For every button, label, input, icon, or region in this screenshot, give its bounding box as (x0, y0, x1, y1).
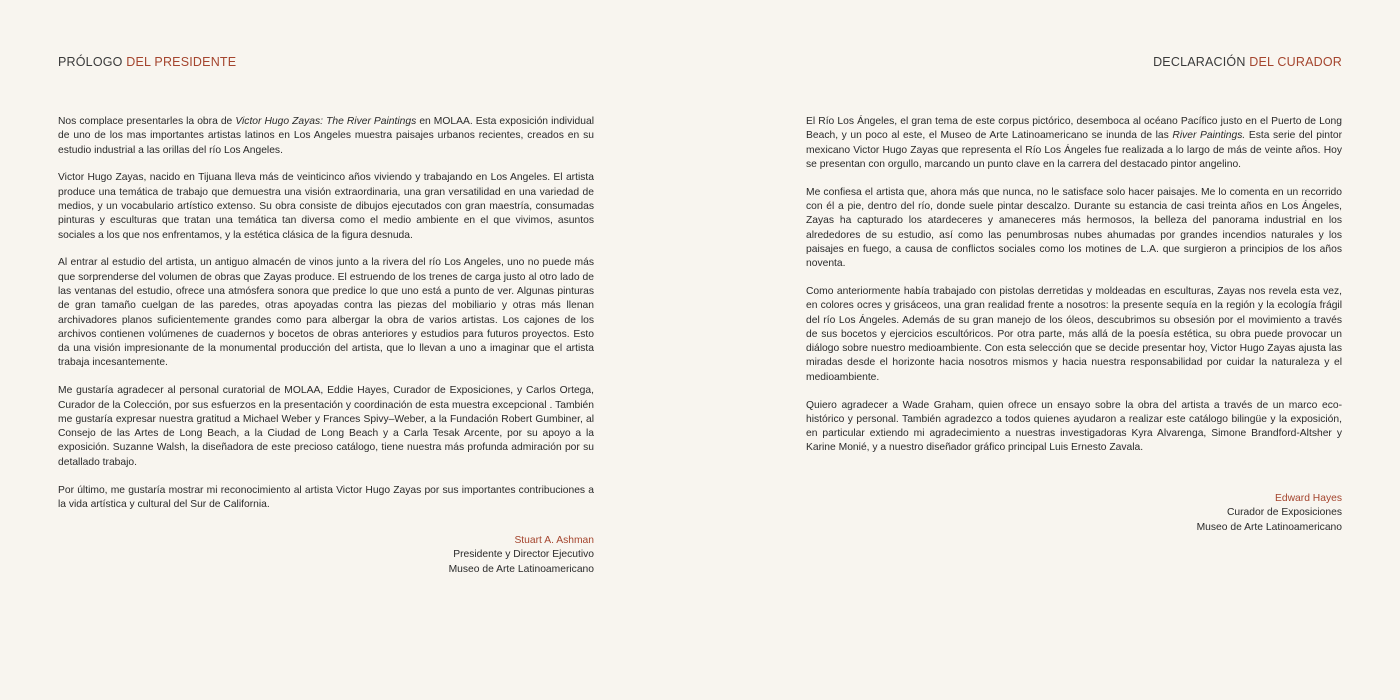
paragraph: Al entrar al estudio del artista, un antiguo almacén de vinos junto a la rivera del río Los Angeles, uno no puede más que sorprenderse del volumen de obras que Zayas produce. El estruendo de los trenes de carga justo al otro lado de las ventanas del estudio, ofrece una atmósfera sonora que predice lo que uno está a punto de ver. Algunas pinturas de gran tamaño cuelgan de las paredes, otras apoyadas contra las piezas del mobiliario y otras más llenan archivadores planos suficientemente grandes como para albergar la obra de varios artistas. Los cajones de los archivos contienen volúmenes de cuadernos y bocetos de obras anteriores y estudios para futuros proyectos. Esto da una visión impresionante de la monumental producción del artista, que lo llevan a uno a imaginar que el artista trabaja incesantemente. (58, 257, 594, 369)
left-body (58, 115, 594, 526)
right-page-heading (1153, 55, 1342, 69)
signature-title: Presidente y Director Ejecutivo (453, 549, 594, 561)
heading-accent: DEL PRESIDENTE (126, 55, 237, 69)
heading-main: PRÓLOGO (58, 55, 123, 69)
paragraph: El Río Los Ángeles, el gran tema de este corpus pictórico, desemboca al océano Pacífico justo en el Puerto de Long Beach, y un poco al este, el Museo de Arte Latinoamericano se inunda de las River Paintings. Esta serie del pintor mexicano Victor Hugo Zayas que representa el Río Los Ángeles fue realizada a lo largo de más de veinte años. Hoy se presentan con orgullo, marcando un punto clave en la carrera del destacado pintor angelino. (806, 116, 1343, 170)
paragraph: Por último, me gustaría mostrar mi reconocimiento al artista Victor Hugo Zayas por sus importantes contribuciones a la vida artística y cultural del Sur de California. (58, 484, 594, 510)
right-page (806, 0, 1342, 700)
left-page (58, 0, 594, 700)
paragraph: Como anteriormente había trabajado con pistolas derretidas y moldeadas en esculturas, Zayas nos revela esta vez, en colores ocres y grisáceos, una gran realidad frente a nosotros: la presente sequía en la región y la ecología frágil del río Los Ángeles. Además de su gran manejo de los óleos, descubrimos su obsesión por el movimiento a través de sus bocetos y ejercicios escultóricos. Por otra parte, más allá de la poesía estética, su obra puede provocar un diálogo sobre nuestro medioambiente. Con esta selección que se decide presentar hoy, Victor Hugo Zayas ajusta las miradas desde el horizonte hacia nosotros mismos y hacia nuestra responsabilidad por cuidar la naturaleza y el medioambiente. (806, 285, 1342, 383)
artwork-title: Victor Hugo Zayas: The River Paintings (235, 116, 417, 127)
right-signature (1197, 492, 1342, 535)
series-title: River Paintings. (1172, 130, 1246, 142)
right-body (806, 115, 1342, 469)
heading-main: DECLARACIÓN (1153, 55, 1246, 69)
paragraph: Nos complace presentarles la obra de Victor Hugo Zayas: The River Paintings en MOLAA. Esta exposición individual de uno de los mas importantes artistas latinos en Los Angeles muestra paisajes urbanos recientes, creados en su estudio industrial a las orillas del río Los Angeles. (58, 116, 594, 156)
left-signature (449, 534, 594, 577)
paragraph: Me gustaría agradecer al personal curatorial de MOLAA, Eddie Hayes, Curador de Exposiciones, y Carlos Ortega, Curador de la Colección, por sus esfuerzos en la presentación y coordinación de esta muestra excepcional . También me gustaría expresar nuestra gratitud a Michael Weber y Frances Spivy–Weber, a la Fundación Robert Gumbiner, al Consejo de las Artes de Long Beach, a la Ciudad de Long Beach y a Carla Tesak Arcente, por su apoyo a la exposición. Suzanne Walsh, la diseñadora de este precioso catálogo, tiene nuestra más profunda admiración por su detallado trabajo. (58, 385, 594, 468)
paragraph: Me confiesa el artista que, ahora más que nunca, no le satisface solo hacer paisajes. Me lo comenta en un recorrido con él a pie, dentro del río, donde suele pintar descalzo. Durante su estancia de casi treinta años en Los Ángeles, Zayas ha capturado los atardeceres y amaneceres más hermosos, la belleza del panorama industrial en los alrededores de su estudio, así como las penumbrosas nubes ahumadas por grandes incendios naturales y los paisajes en fuego, a causa de conflictos sociales como los motines de L.A. que surgieron a principios de los años noventa. (806, 186, 1342, 270)
paragraph: Victor Hugo Zayas, nacido en Tijuana lleva más de veinticinco años viviendo y trabajando en Los Angeles. El artista produce una temática de trabajo que demuestra una visión extraordinaria, una gran versatilidad en una variedad de medios, y un vocabulario artístico extenso. Su obra consiste de dibujos ejecutados con gran maestría, consumadas pinturas y esculturas que tratan una temática tan diversa como el medio ambiente en el que vivimos, asuntos sociales a los que nos enfrentamos, y la estética clásica de la figura desnuda. (58, 172, 594, 241)
signature-name: Edward Hayes (1275, 493, 1342, 504)
signature-org: Museo de Arte Latinoamericano (1196, 521, 1342, 533)
left-page-heading (58, 55, 236, 69)
signature-name: Stuart A. Ashman (514, 535, 594, 546)
heading-accent: DEL CURADOR (1249, 55, 1342, 69)
signature-title: Curador de Exposiciones (1226, 507, 1342, 519)
signature-org: Museo de Arte Latinoamericano (448, 563, 594, 575)
paragraph: Quiero agradecer a Wade Graham, quien ofrece un ensayo sobre la obra del artista a través de un marco eco-histórico y personal. También agradezco a todos quienes ayudaron a realizar este catálogo bilingüe y la exposición, en particular extiendo mi agradecimiento a nuestras investigadoras Kyra Alvarenga, Simone Brandford-Altsher y Karine Monié, y a nuestro diseñador gráfico principal Luis Ernesto Zavala. (806, 399, 1342, 454)
